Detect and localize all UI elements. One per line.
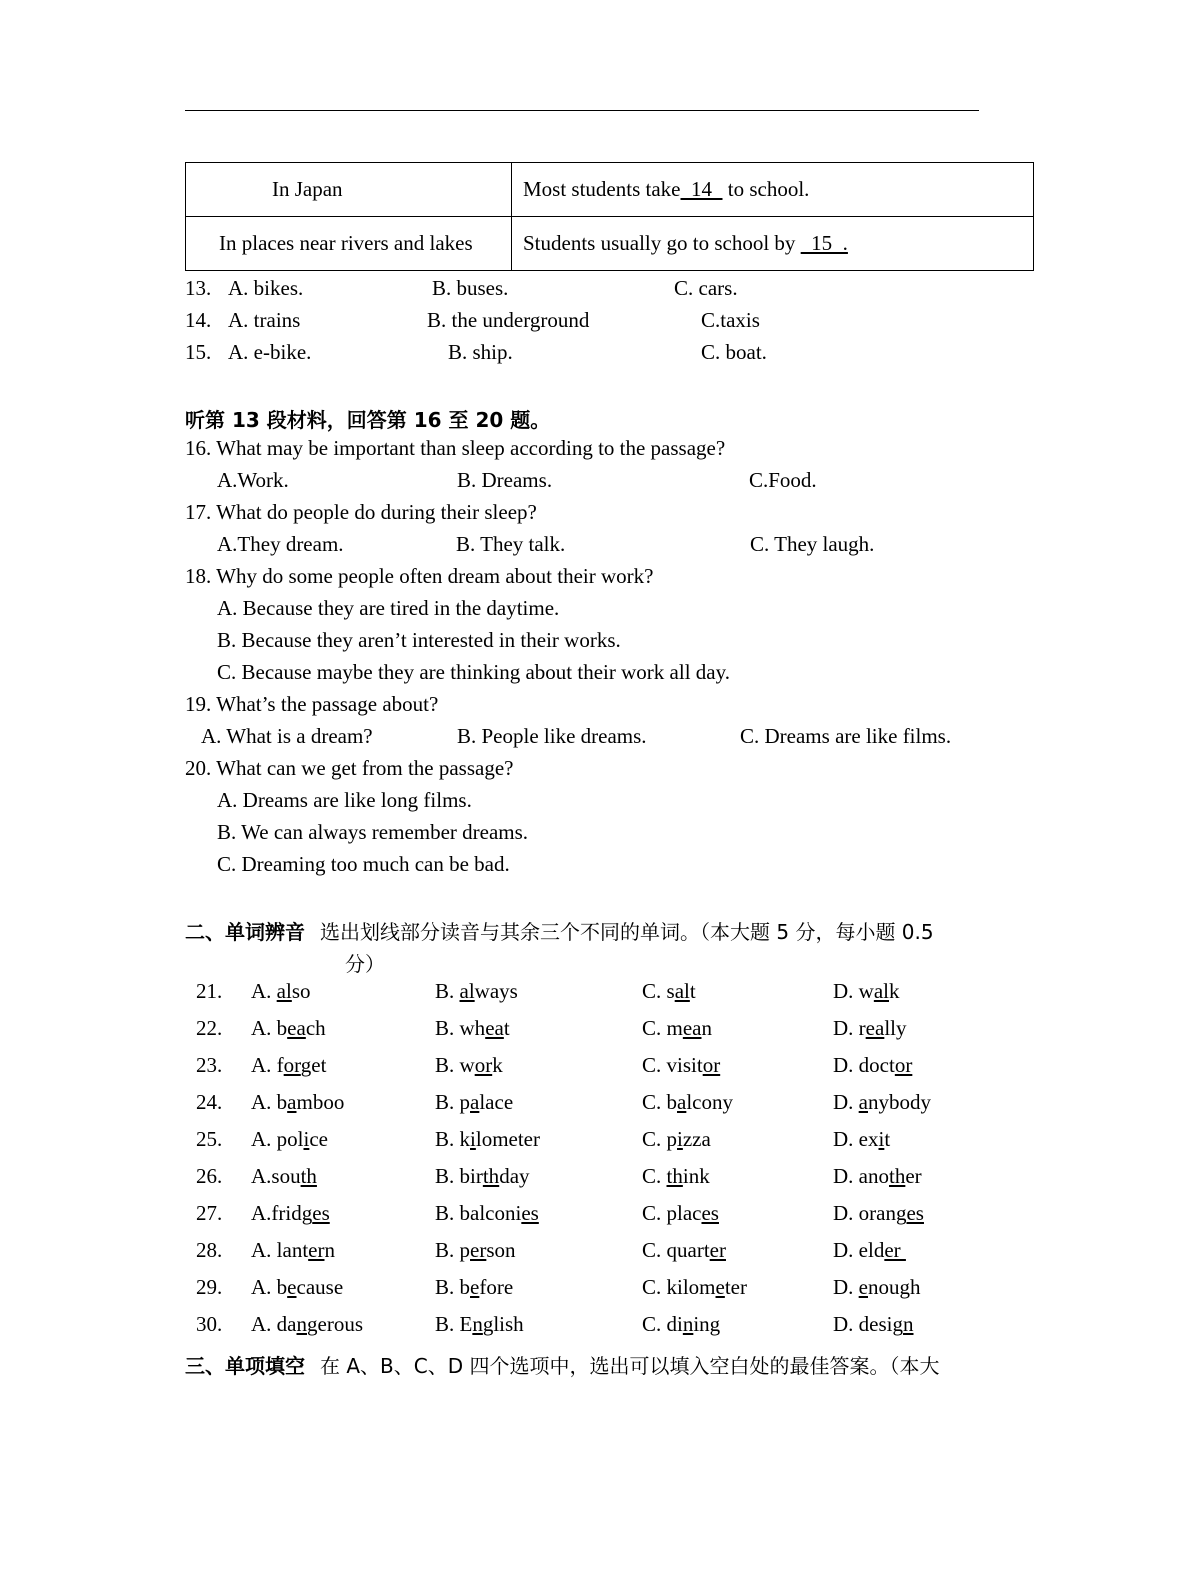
underlined-part: n [472,1312,483,1336]
word-option-a: A. dangerous [251,1312,363,1336]
underlined-part: or [894,1053,913,1077]
underlined-part: e [858,1275,868,1299]
word-option-d: D. elder [833,1238,906,1262]
underlined-part: e [715,1275,725,1299]
option-b: B. ship. [448,340,513,364]
option-c: C. Because maybe they are thinking about their work all day. [217,660,730,684]
part-instruction-cont: 分） [345,952,385,976]
underlined-part: er [470,1238,487,1262]
part-title: 二、单词辨音 [185,920,305,944]
underlined-part: i [303,1127,310,1151]
underlined-part: ea [485,1016,504,1040]
option-b: B. Because they aren’t interested in their works. [217,628,621,652]
underlined-part: th [889,1164,906,1188]
word-option-d: D. doctor [833,1053,913,1077]
word-option-a: A. also [251,979,311,1003]
underlined-part: i [470,1127,476,1151]
question-number: 26. [196,1164,223,1188]
option-b: B. They talk. [456,532,566,556]
question-number: 21. [196,979,223,1003]
underlined-part: n [903,1312,914,1336]
word-option-c: C. dining [642,1312,721,1336]
word-option-a: A. beach [251,1016,326,1040]
underlined-part: er [308,1238,325,1262]
underlined-part: or [702,1053,721,1077]
word-option-b: B. always [435,979,518,1003]
part-title: 三、单项填空 [185,1354,305,1378]
word-option-c: C. kilometer [642,1275,747,1299]
underlined-part: e [287,1275,297,1299]
question-number: 24. [196,1090,223,1114]
option-a: A. e-bike. [228,340,312,364]
table-cell [512,163,1034,217]
part-instruction: 选出划线部分读音与其余三个不同的单词。（本大题 5 分，每小题 0.5 [320,920,934,944]
blank-14: 14 [680,177,723,201]
header-rule [185,110,979,111]
underlined-part: n [682,1312,694,1336]
cell-text: to school. [722,177,810,201]
option-b: B. Dreams. [457,468,553,492]
underlined-part: i [677,1127,683,1151]
word-option-a: A. lantern [251,1238,335,1262]
underlined-part: al [873,979,889,1003]
underlined-part: th [482,1164,500,1188]
underlined-part: er [709,1238,726,1262]
underlined-part: es [521,1201,539,1225]
option-a: A.They dream. [217,532,344,556]
underlined-part: n [296,1312,307,1336]
question-number: 27. [196,1201,223,1225]
question-number: 30. [196,1312,223,1336]
question-16: 16. What may be important than sleep according to the passage? [185,436,726,460]
question-18: 18. Why do some people often dream about their work? [185,564,654,588]
word-option-b: B. wheat [435,1016,510,1040]
question-20: 20. What can we get from the passage? [185,756,514,780]
underlined-part: es [906,1201,924,1225]
underlined-part: th [666,1164,683,1188]
underlined-part: a [858,1090,868,1114]
table-cell [512,217,1034,271]
word-option-b: B. English [435,1312,524,1336]
cell-text: Most students take [523,177,681,201]
word-option-a: A.south [251,1164,317,1188]
word-option-a: A.fridges [251,1201,330,1225]
word-option-c: C. mean [642,1016,712,1040]
underlined-part: ea [865,1016,885,1040]
part-instruction: 在 A、B、C、D 四个选项中，选出可以填入空白处的最佳答案。（本大 [320,1354,940,1378]
word-option-d: D. oranges [833,1201,924,1225]
underlined-part: al [459,979,475,1003]
underlined-part: a [470,1090,480,1114]
table-row [186,163,1034,217]
question-number: 25. [196,1127,223,1151]
cell-text: Students usually go to school by [523,231,801,255]
option-c: C.Food. [749,468,817,492]
underlined-part: ea [682,1016,702,1040]
underlined-part: e [470,1275,480,1299]
word-option-d: D. another [833,1164,922,1188]
underlined-part: es [312,1201,330,1225]
underlined-part: a [677,1090,687,1114]
word-option-a: A. police [251,1127,328,1151]
question-19: 19. What’s the passage about? [185,692,439,716]
word-option-a: A. forget [251,1053,327,1077]
section-heading: 听第 13 段材料，回答第 16 至 20 题。 [185,408,551,432]
question-number: 29. [196,1275,223,1299]
word-option-c: C. pizza [642,1127,711,1151]
option-c: C. Dreams are like films. [740,724,952,748]
underlined-part: i [878,1127,885,1151]
word-option-b: B. kilometer [435,1127,540,1151]
option-a: A. Dreams are like long films. [217,788,472,812]
question-number: 23. [196,1053,223,1077]
word-option-b: B. palace [435,1090,514,1114]
underlined-part: or [283,1053,301,1077]
word-option-b: B. before [435,1275,514,1299]
cell-label: In places near rivers and lakes [219,231,473,255]
word-option-a: A. because [251,1275,344,1299]
word-option-c: C. salt [642,979,696,1003]
word-option-d: D. exit [833,1127,891,1151]
word-option-d: D. really [833,1016,907,1040]
question-number: 14. [185,308,212,332]
word-option-b: B. birthday [435,1164,530,1188]
option-a: A. Because they are tired in the daytime. [217,596,560,620]
underlined-part: er [884,1238,906,1262]
question-number: 22. [196,1016,223,1040]
question-number: 28. [196,1238,223,1262]
option-a: A. trains [228,308,301,332]
option-c: C.taxis [701,308,760,332]
option-c: C. They laugh. [750,532,875,556]
word-option-d: D. enough [833,1275,921,1299]
info-table [185,162,1034,271]
word-option-d: D. anybody [833,1090,931,1114]
table-cell [186,163,512,217]
word-option-b: B. balconies [435,1201,539,1225]
word-option-c: C. places [642,1201,719,1225]
underlined-part: al [276,979,292,1003]
underlined-part: a [287,1090,297,1114]
option-b: B. We can always remember dreams. [217,820,529,844]
cell-label: In Japan [272,177,343,201]
word-option-a: A. bamboo [251,1090,345,1114]
option-b: B. the underground [427,308,590,332]
question-17: 17. What do people do during their sleep? [185,500,537,524]
word-option-b: B. person [435,1238,516,1262]
question-number: 15. [185,340,212,364]
option-c: C. cars. [674,276,738,300]
option-b: B. buses. [432,276,509,300]
option-c: C. boat. [701,340,767,364]
question-number: 13. [185,276,212,300]
underlined-part: or [474,1053,493,1077]
table-cell [186,217,512,271]
word-option-d: D. design [833,1312,914,1336]
word-option-c: C. visitor [642,1053,721,1077]
option-a: A. bikes. [228,276,304,300]
option-b: B. People like dreams. [457,724,647,748]
word-option-b: B. work [435,1053,503,1077]
blank-15: 15 . [800,231,848,255]
table-row [186,217,1034,271]
option-a: A. What is a dream? [201,724,373,748]
underlined-part: es [701,1201,719,1225]
underlined-part: al [674,979,690,1003]
word-option-c: C. think [642,1164,710,1188]
word-option-c: C. balcony [642,1090,733,1114]
word-option-d: D. walk [833,979,900,1003]
word-option-c: C. quarter [642,1238,726,1262]
option-a: A.Work. [217,468,289,492]
option-c: C. Dreaming too much can be bad. [217,852,510,876]
underlined-part: th [300,1164,317,1188]
underlined-part: ea [287,1016,306,1040]
